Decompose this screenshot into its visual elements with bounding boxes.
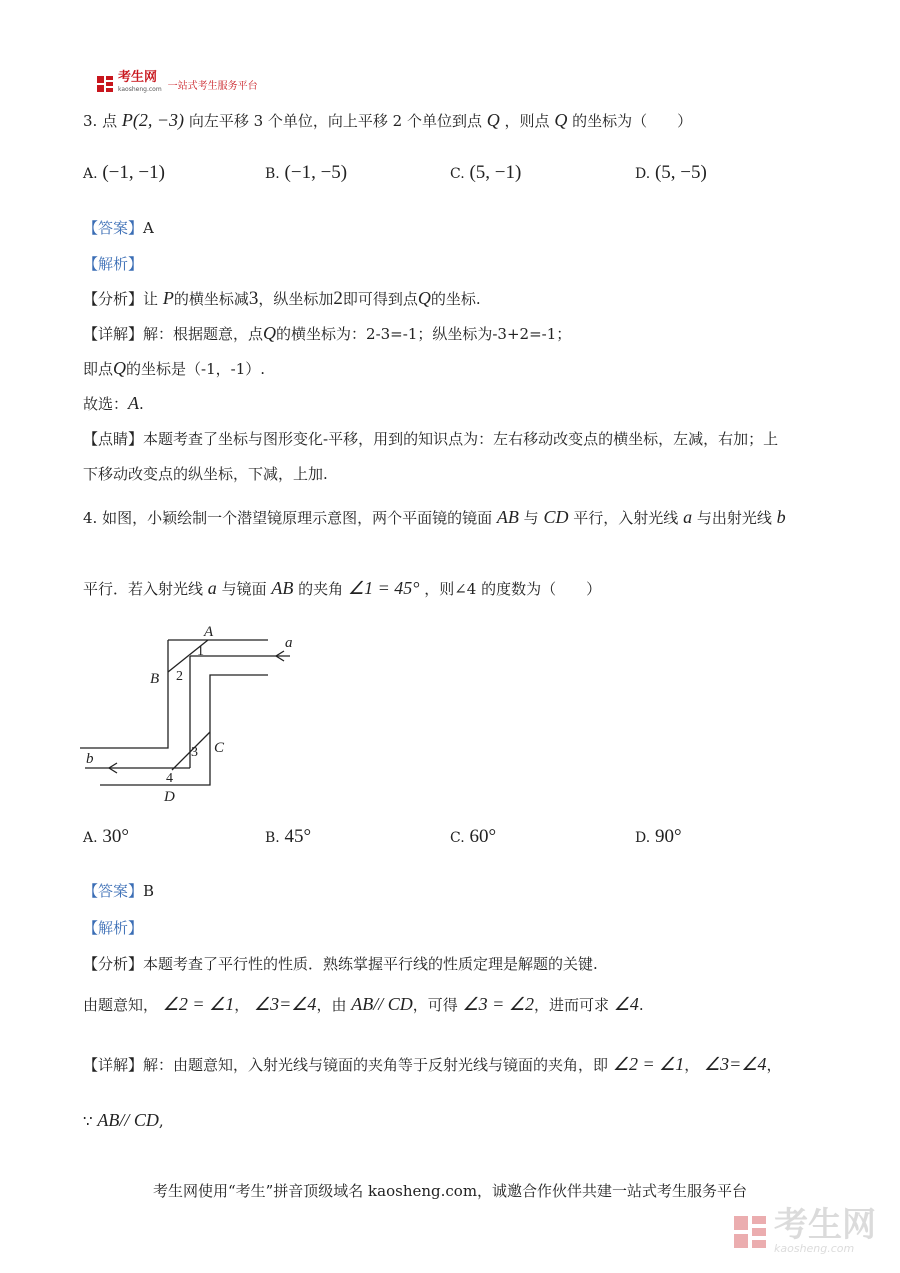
logo-brand: 考生网 kaosheng.com (118, 72, 162, 96)
logo-icon (96, 75, 114, 93)
q4-xiangjie-tag: 【详解】 (83, 1056, 144, 1074)
q3-dianjing-tag: 【点睛】 (83, 430, 144, 448)
q3-option-b[interactable] (265, 162, 347, 184)
ray-b-guide (85, 750, 190, 768)
q3-line2-q: Q (113, 358, 127, 378)
page-footer: 考生网使用“考生”拼音顶级域名 kaosheng.com，诚邀合作伙伴共建一站式考生服务平台 (152, 1182, 748, 1200)
q3-dianjing-line2: 下移动改变点的纵坐标，下减，上加. (83, 465, 328, 483)
q4-option-b[interactable] (265, 826, 311, 848)
q4-answer (83, 880, 154, 901)
q4-text-3: 平行，入射光线 (573, 509, 679, 527)
periscope-figure (80, 620, 310, 805)
q4-line2-text-4: ，则∠4 的度数为（ ） (424, 580, 602, 598)
q3-fenxi-text-6: 即可得到点 (342, 290, 418, 308)
q4-reason-eq5: ∠4 (613, 994, 639, 1014)
q4-option-c-label: C. (450, 830, 465, 846)
q4-because (83, 1110, 164, 1131)
q4-reason-text-4: ，可得 (412, 996, 458, 1014)
label-3: 3 (191, 745, 198, 760)
q4-reasoning (83, 994, 644, 1015)
q3-guxuan (83, 393, 144, 414)
q3-guxuan-a: A (128, 393, 140, 413)
q4-answer-tag: 【答案】 (83, 882, 144, 900)
q4-line2-text-1: 平行．若入射光线 (83, 580, 204, 598)
q4-option-b-value: 45° (284, 826, 312, 847)
q4-a: a (683, 507, 693, 527)
q4-option-a-value: 30° (102, 826, 129, 847)
label-C: C (214, 740, 225, 756)
q4-xiangjie-eq2: ∠3=∠4 (704, 1054, 767, 1074)
q4-option-c-value: 60° (469, 826, 497, 847)
q3-stem (83, 110, 692, 131)
q4-reason-text-1: 由题意知， (83, 996, 159, 1014)
q4-ab: AB (496, 507, 519, 527)
q3-fenxi-3: 3 (248, 288, 259, 309)
q3-point-p: P(2, −3) (121, 110, 185, 130)
header-logo (96, 72, 258, 96)
q3-guxuan-text: 故选： (83, 395, 129, 413)
q4-xiangjie-text-2: ， (684, 1056, 700, 1074)
watermark-sub: kaosheng.com (774, 1242, 855, 1255)
q4-option-d-value: 90° (654, 826, 682, 847)
label-D: D (164, 789, 175, 805)
q4-cd: CD (543, 507, 569, 527)
q3-fenxi-text-2: 的横坐标减 (173, 290, 249, 308)
q3-option-a-value: (−1, −1) (102, 162, 165, 183)
q3-option-a-label: A. (83, 166, 98, 182)
label-B: B (150, 671, 160, 687)
label-4: 4 (166, 771, 173, 786)
logo-brand-sub: kaosheng.com (118, 86, 162, 93)
q3-text-4: 的坐标为（ ） (572, 112, 693, 130)
q4-fenxi-tag: 【分析】 (83, 955, 144, 973)
q3-fenxi-tag: 【分析】 (83, 290, 144, 308)
q3-option-d-label: D. (635, 166, 651, 182)
watermark-text-block (774, 1205, 876, 1255)
q3-line2-text-2: 的坐标是（-1，-1）. (126, 360, 266, 378)
q4-option-c[interactable] (450, 826, 496, 848)
q3-point-q: Q (486, 110, 500, 130)
q4-angle1: ∠1 = 45° (347, 578, 420, 598)
q3-xiangjie-tag: 【详解】 (83, 325, 144, 343)
q4-option-b-label: B. (265, 830, 280, 846)
q4-reason-text-6: . (638, 996, 644, 1014)
q3-xiangjie-q: Q (263, 323, 277, 343)
q4-fenxi (83, 953, 598, 974)
q4-number: 4. (83, 509, 98, 527)
q3-dianjing (83, 428, 778, 449)
q4-because-end: , (158, 1112, 164, 1130)
watermark-text: 考生网 (774, 1205, 876, 1245)
q3-text-2: 向左平移 3 个单位，向上平移 2 个单位到点 (188, 112, 482, 130)
q3-xiangjie-text-2: 的横坐标为：2-3=-1；纵坐标为-3+2=-1； (276, 325, 572, 343)
q3-number: 3. (83, 112, 98, 130)
q3-fenxi-text-7: 的坐标. (430, 290, 481, 308)
q4-because-symbol: ∵ (83, 1112, 93, 1130)
q4-line2-ab: AB (271, 578, 294, 598)
q4-reason-text-2: ， (234, 996, 250, 1014)
q4-fenxi-text: 本题考查了平行性的性质．熟练掌握平行线的性质定理是解题的关键. (143, 955, 598, 973)
q4-stem-line2 (83, 578, 601, 599)
q4-option-a-label: A. (83, 830, 98, 846)
q4-line2-text-2: 与镜面 (221, 580, 267, 598)
label-b: b (86, 751, 94, 767)
watermark (732, 1205, 876, 1255)
q4-reason-eq1: ∠2 = ∠1 (162, 994, 235, 1014)
q3-dianjing-text-1: 本题考查了坐标与图形变化-平移，用到的知识点为：左右移动改变点的横坐标，左减，右加；上 (143, 430, 779, 448)
q4-xiangjie-eq1: ∠2 = ∠1 (612, 1054, 685, 1074)
q4-because-eq: AB// CD (97, 1110, 159, 1130)
q3-answer-tag: 【答案】 (83, 219, 144, 237)
q4-text-1: 如图，小颖绘制一个潜望镜原理示意图，两个平面镜的镜面 (102, 509, 493, 527)
q4-answer-value: B (143, 882, 155, 900)
q4-option-d[interactable] (635, 826, 682, 848)
q4-text-4: 与出射光线 (696, 509, 772, 527)
q3-fenxi-text-1: 让 (143, 290, 159, 308)
q3-fenxi-5: 2 (333, 288, 343, 309)
q4-reason-text-5: ，进而可求 (533, 996, 609, 1014)
q4-b: b (776, 507, 786, 527)
label-a: a (285, 635, 293, 651)
q3-option-d[interactable] (635, 162, 707, 184)
q3-text-1: 点 (102, 112, 118, 130)
q3-xiangjie (83, 323, 571, 344)
q3-option-c-value: (5, −1) (469, 162, 522, 183)
q3-fenxi (83, 288, 481, 310)
q4-stem (83, 507, 786, 528)
q3-option-d-value: (5, −5) (654, 162, 707, 183)
q4-line2-a: a (207, 578, 217, 598)
q4-xiangjie (83, 1054, 781, 1075)
q3-line2-text-1: 即点 (83, 360, 114, 378)
label-A: A (204, 624, 214, 640)
q4-option-a[interactable] (83, 826, 129, 848)
q4-xiangjie-text-1: 解：由题意知，入射光线与镜面的夹角等于反射光线与镜面的夹角，即 (143, 1056, 609, 1074)
q3-option-b-value: (−1, −5) (284, 162, 348, 183)
q4-xiangjie-text-3: ， (766, 1056, 782, 1074)
q4-line2-text-3: 的夹角 (298, 580, 344, 598)
q4-text-2: 与 (523, 509, 539, 527)
q4-reason-eq4: ∠3 = ∠2 (462, 994, 534, 1014)
q3-jiexi-tag: 【解析】 (83, 255, 144, 273)
q4-reason-eq3: AB// CD (351, 994, 413, 1014)
watermark-logo-icon (732, 1214, 768, 1250)
q3-text-3: ，则点 (504, 112, 550, 130)
q3-option-b-label: B. (265, 166, 280, 182)
q3-fenxi-q: Q (417, 288, 431, 308)
q3-option-c-label: C. (450, 166, 465, 182)
q3-answer-value: A (143, 219, 154, 237)
q3-fenxi-text-4: ，纵坐标加 (258, 290, 334, 308)
q4-reason-text-3: ，由 (316, 996, 347, 1014)
q3-fenxi-p: P (162, 288, 174, 308)
q3-option-a[interactable] (83, 162, 165, 184)
logo-slogan: 一站式考生服务平台 (167, 80, 258, 92)
q3-guxuan-end: . (139, 395, 144, 413)
label-2: 2 (176, 669, 183, 684)
q3-xiangjie-line2 (83, 358, 265, 379)
q3-point-q-2: Q (554, 110, 568, 130)
q3-answer (83, 217, 154, 238)
label-1: 1 (197, 644, 204, 659)
q3-option-c[interactable] (450, 162, 521, 184)
q4-reason-eq2: ∠3=∠4 (254, 994, 317, 1014)
periscope-left-wall (80, 640, 168, 748)
q4-option-d-label: D. (635, 830, 651, 846)
q3-xiangjie-text-1: 解：根据题意，点 (143, 325, 264, 343)
q4-jiexi-tag: 【解析】 (83, 919, 144, 937)
